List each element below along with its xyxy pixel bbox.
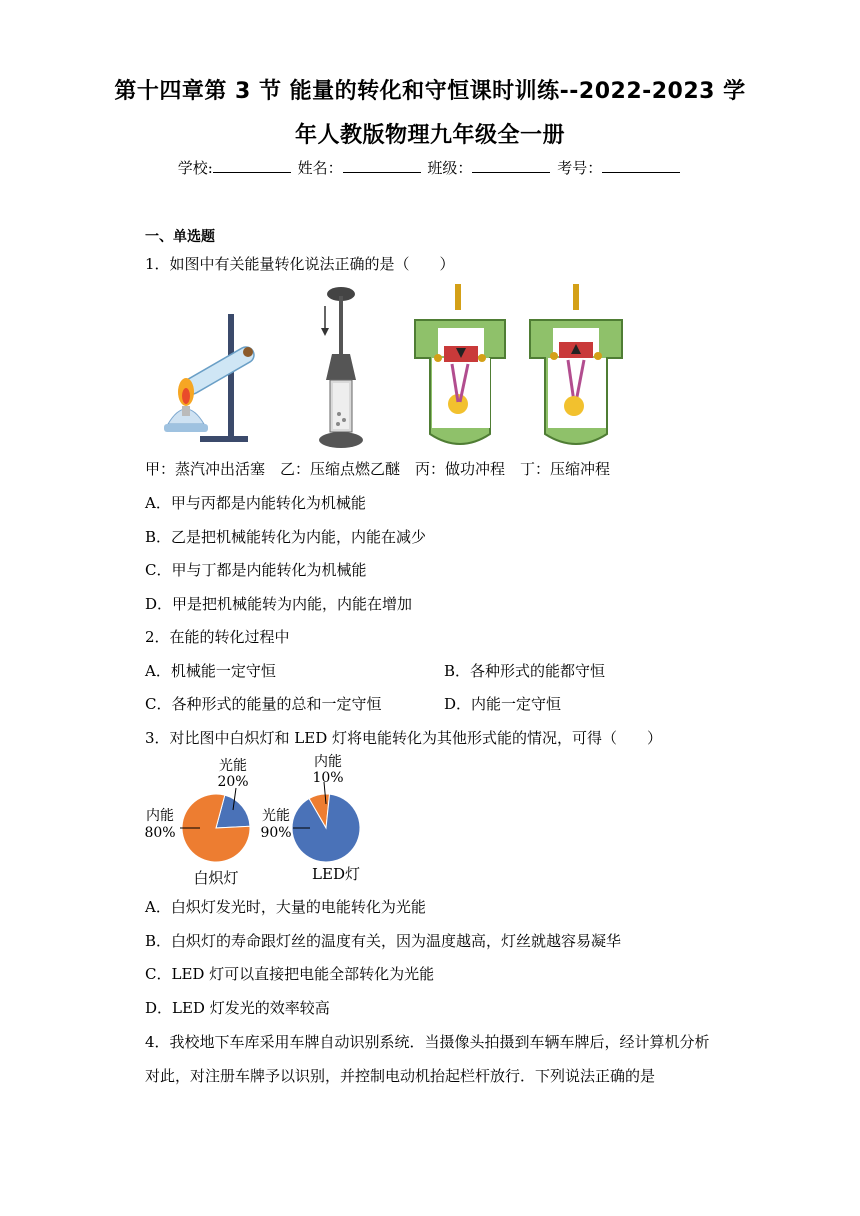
led-light-value: 90% [260,825,292,841]
figure-bing-power-stroke [415,284,505,444]
q4-stem-line2: 对此，对注册车牌予以识别，并控制电动机抬起栏杆放行．下列说法正确的是 [145,1067,656,1085]
figure-jia-steam-tube [164,314,257,442]
school-blank[interactable] [213,158,291,173]
led-chart-title: LED灯 [312,865,360,883]
q2-option-b[interactable]: B．各种形式的能都守恒 [444,662,606,680]
incandescent-light-label: 光能 [219,758,247,774]
q1-option-a[interactable]: A．甲与丙都是内能转化为机械能 [145,494,366,512]
figure-ding-compression-stroke [530,284,622,444]
led-heat-value: 10% [312,770,344,786]
q3-option-d[interactable]: D．LED 灯发光的效率较高 [145,999,330,1017]
q1-option-c[interactable]: C．甲与丁都是内能转化为机械能 [145,561,367,579]
q4-stem-line1: 4．我校地下车库采用车牌自动识别系统．当摄像头拍摄到车辆车牌后，经计算机分析 [145,1033,710,1051]
q3-option-b[interactable]: B．白炽灯的寿命跟灯丝的温度有关，因为温度越高，灯丝就越容易凝华 [145,932,622,950]
page-title-line1: 第十四章第 3 节 能量的转化和守恒课时训练--2022-2023 学 [114,79,746,104]
incandescent-heat-value: 80% [144,825,176,841]
q1-figure [160,284,630,452]
figure-yi-compression [319,287,363,448]
section-heading: 一、单选题 [145,229,215,245]
q3-option-c[interactable]: C．LED 灯可以直接把电能全部转化为光能 [145,965,435,983]
class-label: 班级： [427,159,473,177]
q2-stem: 2．在能的转化过程中 [145,628,290,646]
q2-option-a[interactable]: A．机械能一定守恒 [145,662,276,680]
exam-no-label: 考号： [557,159,603,177]
q3-option-a[interactable]: A．白炽灯发光时，大量的电能转化为光能 [145,898,426,916]
q2-option-c[interactable]: C．各种形式的能量的总和一定守恒 [145,695,382,713]
led-heat-label: 内能 [314,754,342,770]
incandescent-light-value: 20% [217,774,249,790]
q1-option-d[interactable]: D．甲是把机械能转为内能，内能在增加 [145,595,413,613]
name-blank[interactable] [343,158,421,173]
incandescent-heat-label: 内能 [146,808,174,824]
class-blank[interactable] [472,158,550,173]
q3-pie-charts [140,752,390,888]
exam-no-blank[interactable] [602,158,680,173]
q1-option-b[interactable]: B．乙是把机械能转化为内能，内能在减少 [145,528,427,546]
student-info-row [0,157,860,178]
q2-option-d[interactable]: D．内能一定守恒 [444,695,562,713]
incandescent-chart-title: 白炽灯 [193,869,239,887]
school-label: 学校: [177,159,213,177]
q1-stem: 1．如图中有关能量转化说法正确的是（ ） [145,255,455,273]
led-light-label: 光能 [262,808,290,824]
q1-figure-caption: 甲：蒸汽冲出活塞 乙：压缩点燃乙醚 丙：做功冲程 丁：压缩冲程 [145,460,611,478]
name-label: 姓名： [297,159,343,177]
page-title-line2: 年人教版物理九年级全一册 [294,123,565,148]
q3-stem: 3．对比图中白炽灯和 LED 灯将电能转化为其他形式能的情况，可得（ ） [145,729,663,747]
